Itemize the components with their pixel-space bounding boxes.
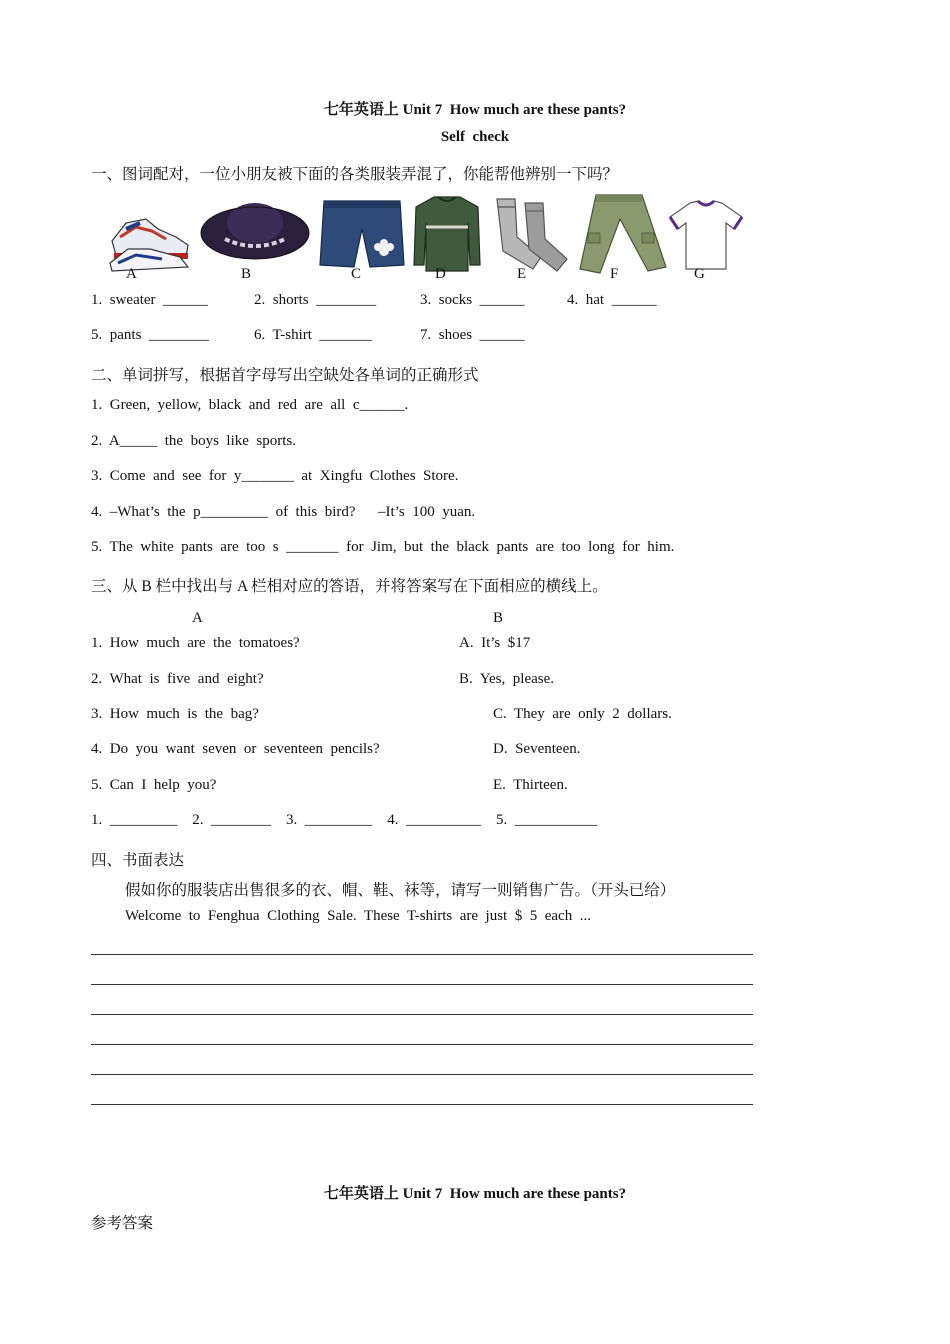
writing-line[interactable] [91,1044,753,1045]
section3-heading: 三、从 B 栏中找出与 A 栏相对应的答语，并将答案写在下面相应的横线上。 [91,578,608,595]
column-a-label: A [192,610,203,626]
writing-line[interactable] [91,954,753,955]
spelling-item-1: 1. Green, yellow, black and red are all c______. [91,397,409,413]
match-item-7: 7. shoes ______ [420,327,525,343]
page-subtitle: Self check [440,129,510,145]
writing-line[interactable] [91,984,753,985]
hat-icon [199,193,311,275]
reply-b: B. Yes, please. [459,671,555,687]
reply-c: C. They are only 2 dollars. [493,706,672,722]
writing-prompt: 假如你的服装店出售很多的衣、帽、鞋、袜等，请写一则销售广告。（开头已给） [125,882,676,899]
picture-label-b: B [241,266,252,282]
match-item-4: 4. hat ______ [567,292,657,308]
sweater-icon [412,193,482,275]
writing-line[interactable] [91,1074,753,1075]
match-item-5: 5. pants ________ [91,327,209,343]
picture-label-d: D [435,266,446,282]
question-4: 4. Do you want seven or seventeen pencils? [91,741,380,757]
shorts-icon [316,193,408,275]
spelling-item-2: 2. A_____ the boys like sports. [91,433,296,449]
match-item-6: 6. T-shirt _______ [254,327,372,343]
reply-e: E. Thirteen. [493,777,568,793]
question-1: 1. How much are the tomatoes? [91,635,300,651]
socks-icon [485,193,573,275]
section2-heading: 二、单词拼写，根据首字母写出空缺处各单词的正确形式 [91,367,479,384]
question-2: 2. What is five and eight? [91,671,264,687]
spelling-item-5: 5. The white pants are too s _______ for Jim, but the black pants are too long for him. [91,539,675,555]
writing-line[interactable] [91,1014,753,1015]
reply-a: A. It’s $17 [459,635,531,651]
picture-label-c: C [351,266,362,282]
pants-icon [576,193,668,275]
page-title: 七年英语上 Unit 7 How much are these pants? [323,102,627,118]
question-3: 3. How much is the bag? [91,706,259,722]
column-b-label: B [493,610,504,626]
picture-label-f: F [610,266,619,282]
reply-d: D. Seventeen. [493,741,581,757]
section1-heading: 一、图词配对，一位小朋友被下面的各类服装弄混了，你能帮他辨别一下吗？ [91,166,619,183]
match-item-3: 3. socks ______ [420,292,525,308]
spelling-item-3: 3. Come and see for y_______ at Xingfu Clothes Store. [91,468,459,484]
shoes-icon [106,193,194,275]
writing-line[interactable] [91,1104,753,1105]
answer-key-label: 参考答案 [91,1215,154,1232]
question-5: 5. Can I help you? [91,777,217,793]
writing-opening: Welcome to Fenghua Clothing Sale. These T-shirts are just $ 5 each ... [125,908,591,924]
picture-label-a: A [126,266,137,282]
picture-label-g: G [694,266,705,282]
spelling-item-4: 4. –What’s the p_________ of this bird? –It’s 100 yuan. [91,504,476,520]
section4-heading: 四、书面表达 [91,852,185,869]
answer-blanks[interactable]: 1. _________ 2. ________ 3. _________ 4. __________ 5. ___________ [91,812,598,828]
answer-key-title: 七年英语上 Unit 7 How much are these pants? [323,1186,627,1202]
picture-label-e: E [517,266,527,282]
tshirt-icon [668,193,744,275]
match-item-2: 2. shorts ________ [254,292,377,308]
match-item-1: 1. sweater ______ [91,292,209,308]
